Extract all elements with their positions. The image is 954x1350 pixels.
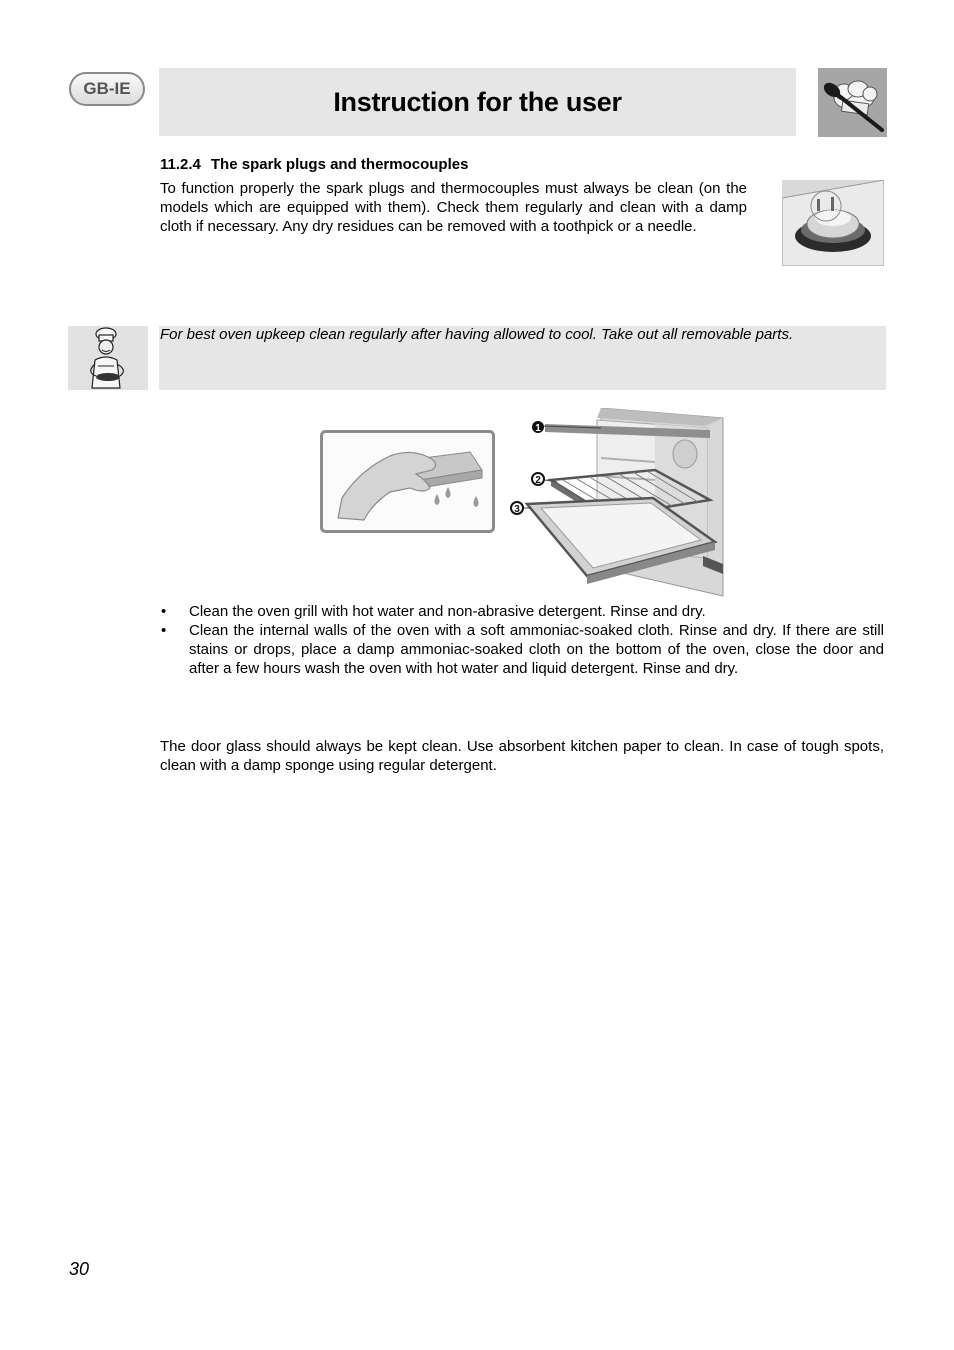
section-body: To function properly the spark plugs and thermocouples must always be clean (on the models which are equipped with them). Check them regularly and clean with a damp cloth if necessary. Any dry residues can be removed with a toothpick or a needle.: [160, 180, 747, 235]
svg-text:1: 1: [535, 423, 541, 434]
section-number: 11.2.4: [160, 156, 201, 173]
gas-burner-icon: [782, 180, 884, 266]
page-title: Instruction for the user: [333, 86, 622, 117]
callout-1: [532, 421, 544, 434]
hand-sponge-icon: [320, 430, 495, 533]
svg-text:3: 3: [514, 504, 520, 515]
list-item: • Clean the internal walls of the oven with a soft ammoniac-soaked cloth. Rinse and dry. If there are still stains or drops, place a damp ammoniac-soaked cloth on the bottom of the oven, close the door and after a few hours wash the oven with hot water and liquid detergent. Rinse and dry.: [160, 621, 884, 678]
section-heading-text: The spark plugs and thermocouples: [210, 156, 469, 173]
chef-hat-spoon-icon: [818, 68, 887, 137]
callout-2: [532, 473, 544, 486]
door-glass-paragraph: The door glass should always be kept clean. Use absorbent kitchen paper to clean. In case of tough spots, clean with a damp sponge using regular detergent.: [160, 738, 884, 774]
tip-text: For best oven upkeep clean regularly after having allowed to cool. Take out all removable parts.: [160, 326, 794, 343]
chef-icon: [68, 326, 148, 390]
cleaning-instructions-list: [160, 602, 884, 678]
svg-text:2: 2: [535, 475, 541, 486]
callout-3: [511, 502, 523, 515]
oven-interior-icon: [505, 408, 727, 598]
list-item: • Clean the oven grill with hot water and non-abrasive detergent. Rinse and dry.: [160, 602, 884, 621]
language-badge: GB-IE: [69, 72, 145, 106]
section-heading: [160, 156, 468, 173]
page-number: 30: [69, 1259, 90, 1279]
